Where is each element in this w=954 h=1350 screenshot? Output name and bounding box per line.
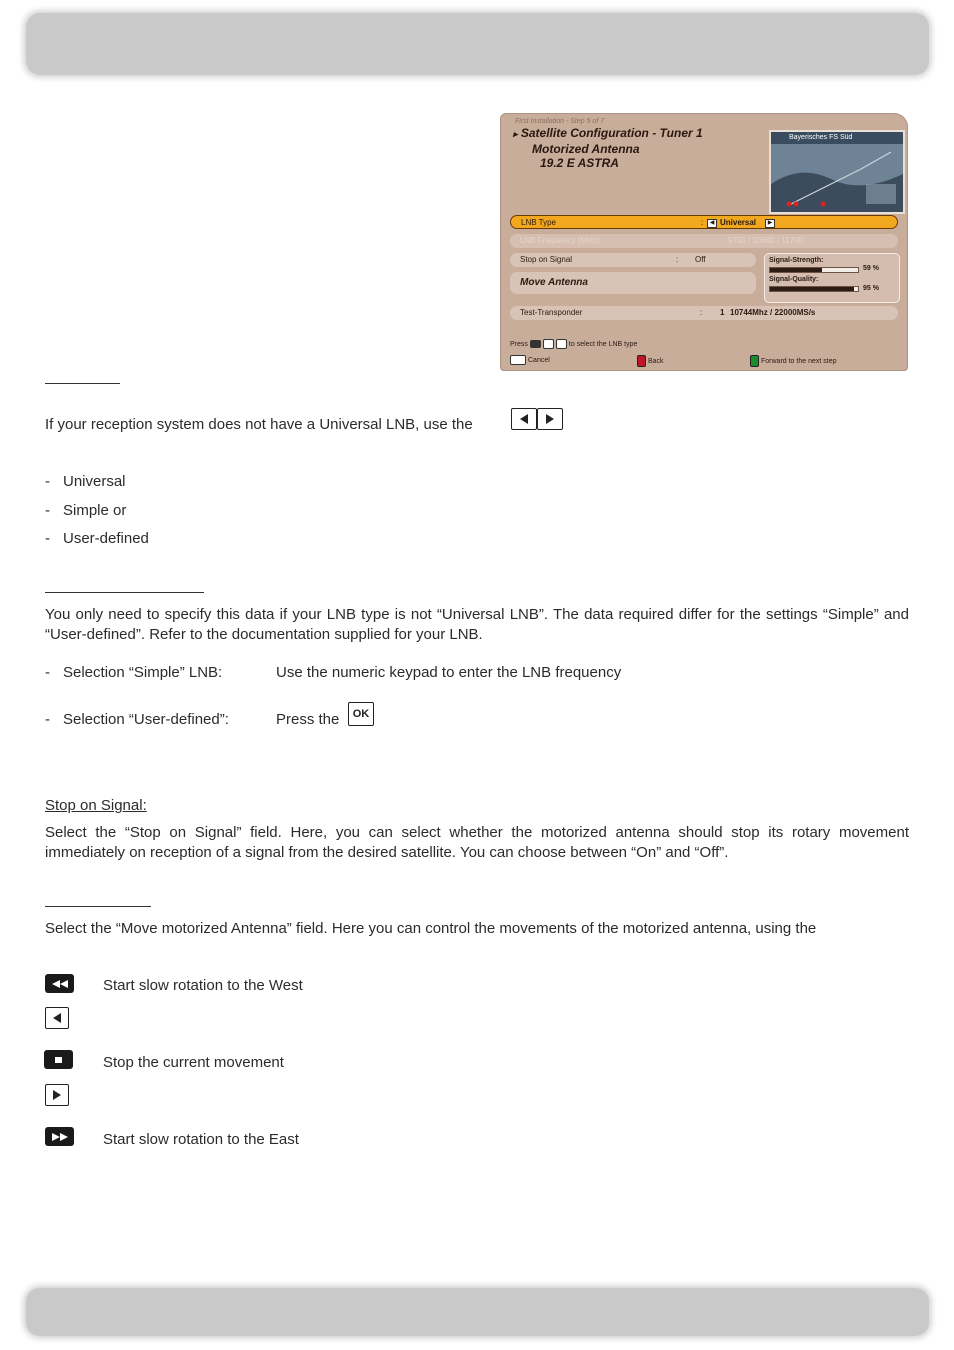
left-mini-icon	[543, 339, 554, 349]
lnb-type-label: LNB Type	[521, 218, 556, 227]
hint-text: to select the LNB type	[568, 340, 638, 348]
cancel-hint[interactable]	[510, 355, 550, 365]
lnb-frequency-label: LNB Frequency (MHz)	[520, 236, 600, 245]
section-rule-lnb-frequency	[45, 592, 204, 593]
rewind-key-icon	[45, 974, 74, 993]
stop-on-signal-value: Off	[695, 255, 706, 264]
back-label: Back	[648, 357, 664, 365]
list-dash: -	[45, 502, 50, 519]
step-label: First Installation - Step 5 of 7	[515, 118, 605, 125]
signal-quality-label: Signal-Quality:	[769, 276, 819, 283]
stop-on-signal-paragraph: Select the “Stop on Signal” field. Here, you can select whether the motorized antenna should stop its rotary movement immediately on reception of a signal from the desired satellite. You can choose between “On” and “Off”.	[45, 824, 909, 861]
pointer-icon: ▸	[513, 129, 518, 139]
test-transponder-row[interactable]	[510, 306, 898, 320]
back-hint[interactable]	[637, 355, 664, 367]
right-key-icon	[45, 1084, 69, 1106]
ok-key-label: OK	[352, 708, 370, 720]
list-dash: -	[45, 664, 50, 681]
rewind-glyph	[52, 980, 68, 988]
move-antenna-label: Move Antenna	[520, 277, 588, 288]
right-mini-icon	[556, 339, 567, 349]
left-arrow-icon[interactable]: ◀	[707, 219, 717, 228]
list-item-simple: Simple or	[63, 502, 127, 519]
move-antenna-paragraph: Select the “Move motorized Antenna” field. Here you can control the movements of the motorized antenna, using the	[45, 920, 817, 937]
stop-on-signal-row[interactable]	[510, 253, 756, 267]
forward-label: Forward to the next step	[761, 357, 837, 365]
screen-subtitle: Motorized Antenna	[532, 142, 640, 156]
right-key-icon	[537, 408, 563, 430]
ok-key-icon	[348, 702, 374, 726]
preview-image	[771, 144, 903, 212]
hint-press: Press	[510, 340, 528, 348]
signal-quality-fill	[770, 287, 854, 291]
forward-hint[interactable]	[750, 355, 836, 367]
test-transponder-number: 1	[720, 308, 725, 317]
signal-strength-bar	[769, 267, 859, 273]
lnb-frequency-row	[510, 234, 898, 248]
receiver-screen	[500, 113, 908, 371]
hint-line	[510, 339, 637, 349]
exit-key-icon	[510, 355, 526, 365]
left-key-icon	[511, 408, 537, 430]
screen-title: Satellite Configuration - Tuner 1	[520, 126, 703, 140]
red-key-icon	[637, 355, 646, 367]
lnb-type-colon: :	[701, 218, 704, 227]
stop-on-signal-heading: Stop on Signal:	[45, 797, 147, 814]
left-key-icon	[45, 1007, 69, 1029]
section-rule-move-antenna	[45, 906, 151, 907]
selection-simple-label: Selection “Simple” LNB:	[63, 664, 223, 681]
control-east-text: Start slow rotation to the East	[103, 1131, 299, 1148]
signal-box	[764, 253, 900, 303]
selection-simple-text: Use the numeric keypad to enter the LNB frequency	[276, 664, 622, 681]
control-stop-text: Stop the current movement	[103, 1054, 284, 1071]
signal-strength-value: 59 %	[863, 265, 879, 272]
stop-on-signal-label: Stop on Signal	[520, 255, 573, 264]
green-key-icon	[750, 355, 759, 367]
signal-strength-fill	[770, 268, 822, 272]
intro-text: If your reception system does not have a Universal LNB, use the	[45, 416, 473, 433]
ok-mini-icon	[530, 340, 541, 348]
fast-forward-key-icon	[45, 1127, 74, 1146]
right-arrow-icon[interactable]: ▶	[765, 219, 775, 228]
move-antenna-row[interactable]	[510, 272, 756, 294]
section-rule-lnb-type	[45, 383, 120, 384]
signal-strength-label: Signal-Strength:	[769, 257, 824, 264]
list-item-user-defined: User-defined	[63, 530, 149, 547]
test-transponder-colon: :	[700, 308, 703, 317]
fast-forward-glyph	[52, 1133, 68, 1141]
list-dash: -	[45, 473, 50, 490]
stop-key-icon	[44, 1050, 73, 1069]
lnb-type-value: Universal	[720, 218, 757, 227]
lnb-frequency-paragraph: You only need to specify this data if your LNB type is not “Universal LNB”. The data required differ for the settings “Simple” and “User-defined”. Refer to the documentation supplied for your LNB.	[45, 606, 909, 643]
list-dash: -	[45, 711, 50, 728]
header-bar	[26, 13, 929, 75]
cancel-label: Cancel	[528, 356, 550, 364]
stop-glyph	[55, 1057, 62, 1063]
lnb-type-row[interactable]	[510, 215, 898, 229]
control-west-text: Start slow rotation to the West	[103, 977, 303, 994]
signal-quality-bar	[769, 286, 859, 292]
footer-bar	[26, 1288, 929, 1336]
tv-preview	[769, 130, 905, 214]
lnb-frequency-value: 9750 / 10600 / 11700	[728, 236, 804, 245]
signal-quality-value: 95 %	[863, 285, 879, 292]
channel-name: Bayerisches FS Süd	[771, 132, 903, 144]
selection-user-label: Selection “User-defined”:	[63, 711, 229, 728]
test-transponder-label: Test-Transponder	[520, 308, 583, 317]
screen-title-line	[513, 126, 703, 140]
selection-user-text: Press the	[276, 711, 340, 728]
list-dash: -	[45, 530, 50, 547]
list-item-universal: Universal	[63, 473, 126, 490]
satellite-name: 19.2 E ASTRA	[540, 156, 619, 170]
stop-on-signal-colon: :	[676, 255, 679, 264]
test-transponder-value: 10744Mhz / 22000MS/s	[730, 308, 816, 317]
